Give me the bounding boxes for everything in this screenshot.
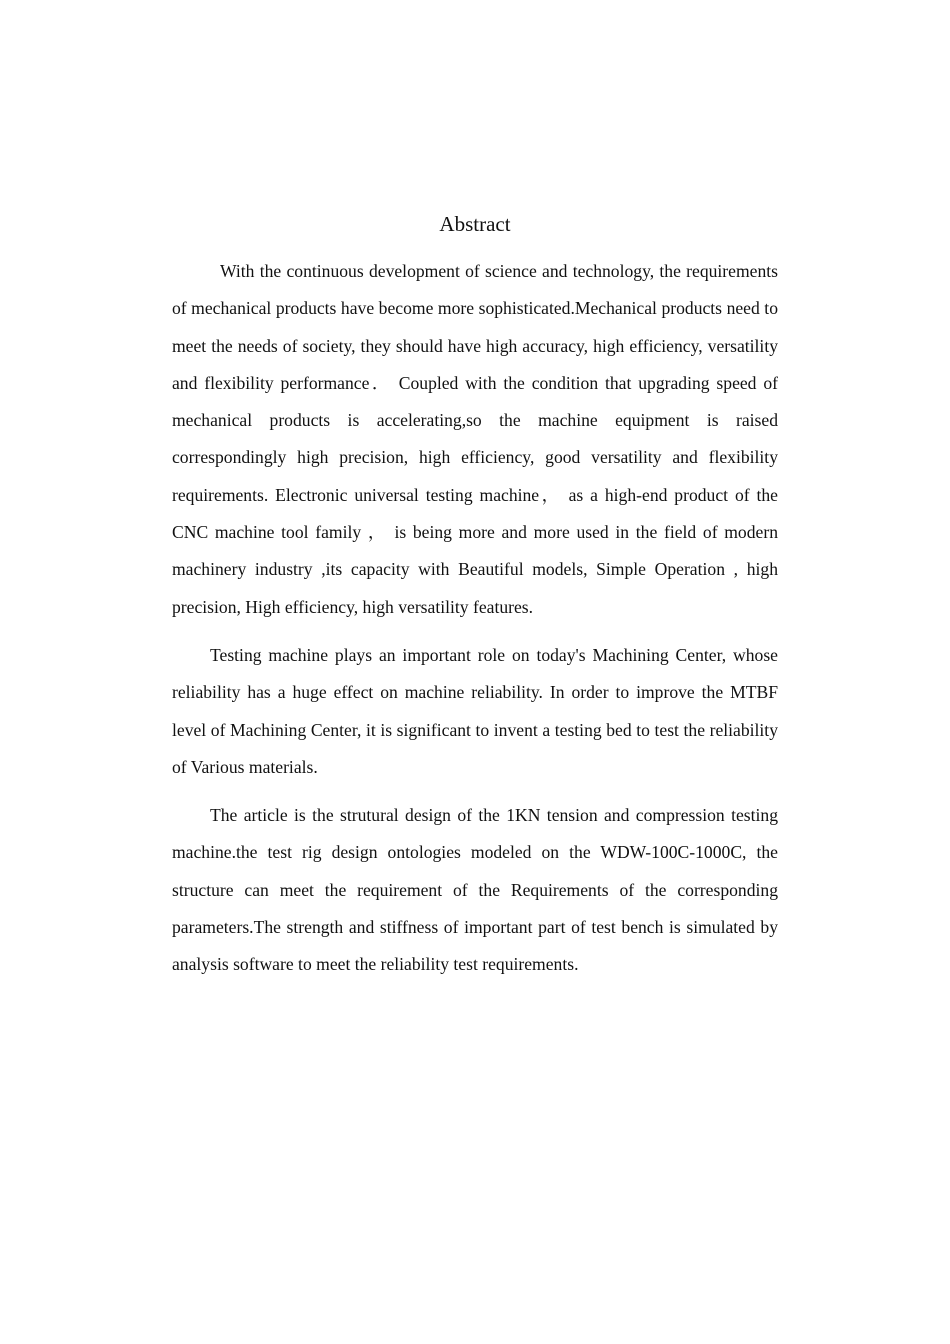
page-title: Abstract <box>439 212 511 236</box>
abstract-paragraph-2: Testing machine plays an important role on today's Machining Center, whose reliability has a huge effect on machine reliability. In order to improve the MTBF level of Machining Center, it is significant to invent a testing bed to test the reliability of Various materials. <box>172 644 778 777</box>
abstract-section <box>172 208 778 995</box>
abstract-paragraph-3: The article is the strutural design of the 1KN tension and compression testing machine.the test rig design ontologies modeled on the WDW-100C-1000C, the structure can meet the requirement of the Requirements of the corresponding parameters.The strength and stiffness of important part of test bench is simulated by analysis software to meet the reliability test requirements. <box>172 805 778 975</box>
abstract-paragraph-1: With the continuous development of science and technology, the requirements of mechanical products have become more sophisticated.Mechanical products need to meet the needs of society, they should have high accuracy, high efficiency, versatility and flexibility performance． Coupled with the condition that upgrading speed of mechanical products is accelerating,so the machine equipment is raised correspondingly high precision, high efficiency, good versatility and flexibility requirements. Electronic universal testing machine， as a high-end product of the CNC machine tool family ， is being more and more used in the field of modern machinery industry ,its capacity with Beautiful models, Simple Operation , high precision, High efficiency, high versatility features. <box>172 261 778 617</box>
